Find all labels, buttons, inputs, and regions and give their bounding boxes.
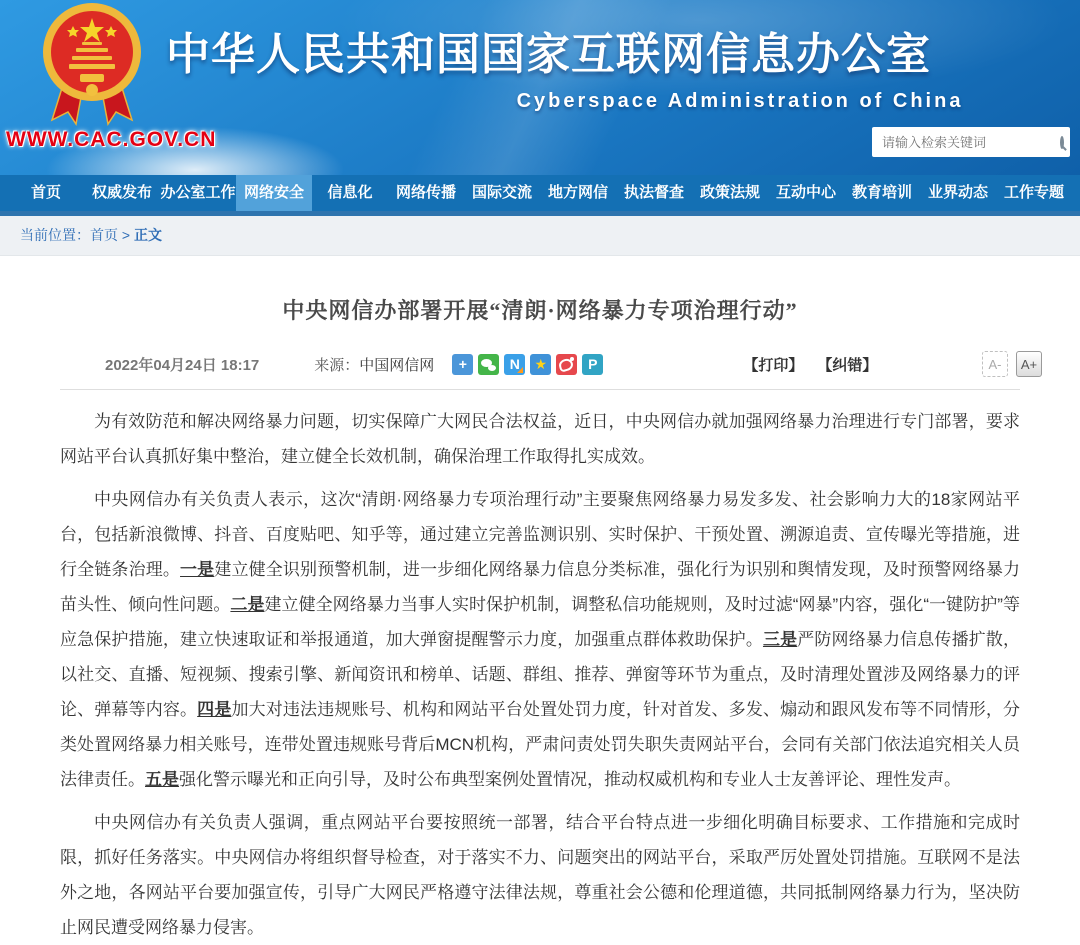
search-icon[interactable] [1060, 136, 1064, 149]
meta-divider [60, 389, 1020, 390]
nav-item-地方网信[interactable]: 地方网信 [547, 184, 608, 201]
national-emblem-logo [42, 2, 142, 128]
article-title: 中央网信办部署开展“清朗·网络暴力专项治理行动” [282, 298, 798, 323]
nav-item-网络安全[interactable]: 网络安全 [236, 169, 312, 211]
nav-item-国际交流[interactable]: 国际交流 [471, 184, 532, 201]
wechat-icon[interactable] [478, 354, 499, 375]
nav-item-办公室工作[interactable]: 办公室工作 [160, 184, 236, 201]
article-container [0, 256, 1080, 945]
nav-item-信息化[interactable]: 信息化 [327, 184, 373, 201]
nav-item-教育培训[interactable]: 教育培训 [851, 184, 912, 201]
netease-weibo-icon[interactable]: N [504, 354, 525, 375]
article-paragraph: 为有效防范和解决网络暴力问题，切实保障广大网民合法权益，近日，中央网信办就加强网络暴力治理进行专门部署，要求网站平台认真抓好集中整治，建立健全长效机制，确保治理工作取得扎实成效。 [60, 412, 1020, 466]
nav-item-执法督查[interactable]: 执法督查 [623, 184, 684, 201]
article-paragraph: 中央网信办有关负责人强调，重点网站平台要按照统一部署，结合平台特点进一步细化明确目标要求、工作措施和完成时限，抓好任务落实。中央网信办将组织督导检查，对于落实不力、问题突出的网站平台，采取严厉处置处罚措施。互联网不是法外之地，各网站平台要加强宣传，引导广大网民严格遵守法律法规，尊重社会公德和伦理道德，共同抵制网络暴力行为，坚决防止网民遭受网络暴力侵害。 [60, 813, 1020, 937]
nav-item-业界动态[interactable]: 业界动态 [927, 184, 988, 201]
print-button[interactable]: 【打印】 [743, 356, 804, 374]
breadcrumb-home-link[interactable]: 首页 [90, 227, 118, 243]
font-increase-button[interactable]: A+ [1016, 351, 1042, 377]
site-title: 中华人民共和国国家互联网信息办公室 [166, 30, 931, 79]
nav-item-网络传播[interactable]: 网络传播 [395, 184, 456, 201]
search-box[interactable] [872, 127, 1070, 157]
article-meta-bar [60, 349, 1038, 379]
correction-button[interactable]: 【纠错】 [817, 356, 878, 374]
main-navigation [0, 175, 1080, 211]
search-input[interactable] [880, 134, 1060, 151]
article-paragraph: 中央网信办有关负责人表示，这次“清朗·网络暴力专项治理行动”主要聚焦网络暴力易发多发、社会影响力大的18家网站平台，包括新浪微博、抖音、百度贴吧、知乎等，通过建立完善监测识别、实时保护、干预处置、溯源追责、宣传曝光等措施，进行全链条治理。一是建立健全识别预警机制，进一步细化网络暴力信息分类标准，强化行为识别和舆情发现，及时预警网络暴力苗头性、倾向性问题。二是建立健全网络暴力当事人实时保护机制，调整私信功能规则，及时过滤“网暴”内容，强化“一键防护”等应急保护措施，建立快速取证和举报通道，加大弹窗提醒警示力度，加强重点群体救助保护。三是严防网络暴力信息传播扩散，以社交、直播、短视频、搜索引擎、新闻资讯和榜单、话题、群组、推荐、弹窗等环节为重点，及时清理处置涉及网络暴力的评论、弹幕等内容。四是加大对违法违规账号、机构和网站平台处置处罚力度，针对首发、多发、煽动和跟风发布等不同情形，分类处置网络暴力相关账号，连带处置违规账号背后MCN机构，严肃问责处罚失职失责网站平台，会同有关部门依法追究相关人员法律责任。五是强化警示曝光和正向引导，及时公布典型案例处置情况，推动权威机构和专业人士友善评论、理性发声。 [60, 490, 1021, 789]
share-icons-bar [452, 354, 603, 375]
publish-date: 2022年04月24日 18:17 [105, 356, 260, 374]
site-subtitle-english: Cyberspace Administration of China [516, 90, 964, 112]
share-plus-icon[interactable]: + [452, 354, 473, 375]
breadcrumb [0, 216, 1080, 256]
article-body [60, 404, 1020, 945]
source-name: 中国网信网 [359, 356, 435, 374]
breadcrumb-label: 当前位置： [20, 227, 90, 243]
nav-item-工作专题[interactable]: 工作专题 [1003, 184, 1064, 201]
breadcrumb-separator: > [118, 227, 134, 243]
nav-item-首页[interactable]: 首页 [30, 184, 61, 201]
site-url: WWW.CAC.GOV.CN [6, 128, 217, 151]
nav-item-互动中心[interactable]: 互动中心 [775, 184, 836, 201]
sina-weibo-icon[interactable] [556, 354, 577, 375]
font-size-controls [982, 351, 1042, 377]
nav-item-权威发布[interactable]: 权威发布 [91, 184, 152, 201]
breadcrumb-current: 正文 [133, 227, 162, 243]
nav-item-政策法规[interactable]: 政策法规 [699, 184, 760, 201]
source-label: 来源： [314, 356, 360, 374]
font-decrease-button[interactable]: A- [982, 351, 1008, 377]
p-share-icon[interactable]: P [582, 354, 603, 375]
site-header [0, 0, 1080, 175]
qzone-icon[interactable]: ★ [530, 354, 551, 375]
